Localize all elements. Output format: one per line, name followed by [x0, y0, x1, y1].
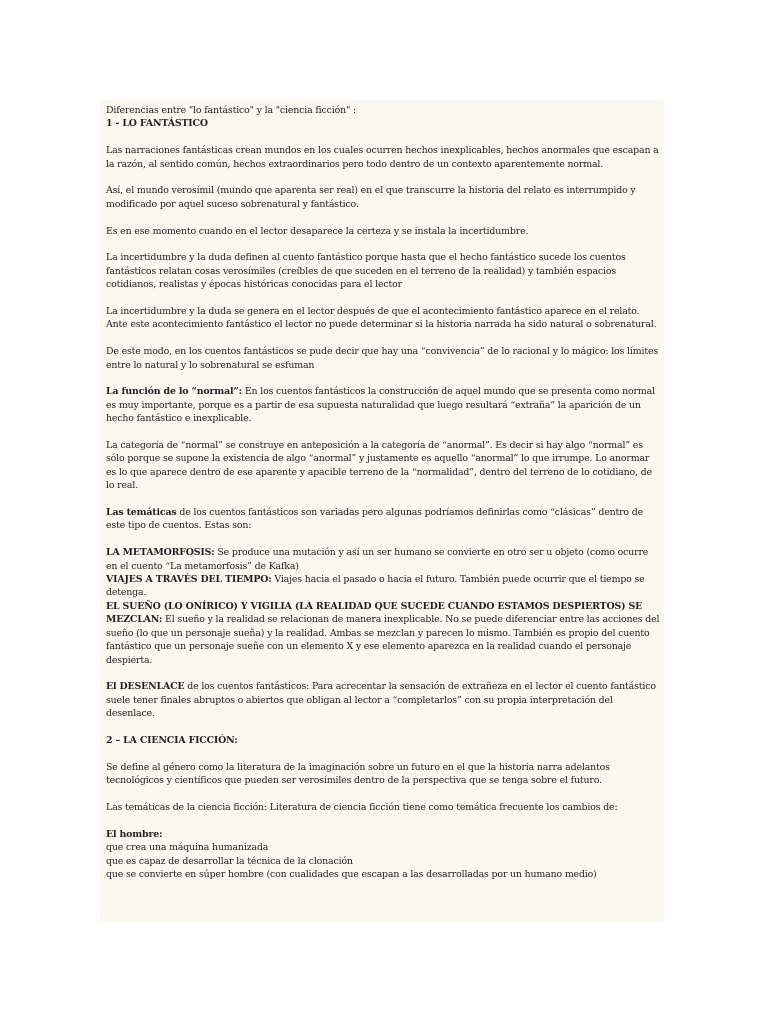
desenlace-text: de los cuentos fantásticos: Para acrecentar la sensación de extrañeza en el lector el cuento fantástico suele tener finales abruptos o abiertos que obligan al lector a “completarlos” con su propia interpretación del desenlace. — [106, 681, 656, 720]
paragraph-6: De este modo, en los cuentos fantásticos se pude decir que hay una “convivencia” de lo racional y lo mágico: los límites entre lo natural y lo sobrenatural se esfuman — [106, 346, 659, 371]
document-body — [106, 104, 661, 895]
paragraph-funcion-normal — [106, 385, 661, 425]
sueno-label: EL SUEÑO (LO ONÍRICO) Y VIGILIA (LA REALIDAD QUE SUCEDE CUANDO ESTAMOS DESPIERTOS) SE MEZCLAN: — [106, 600, 643, 626]
tematicas-text: de los cuentos fantásticos son variadas pero algunas podríamos definirlas como “clásicas” dentro de este tipo de cuentos. Estas son: — [106, 507, 644, 532]
hombre-item: que crea una máquina humanizada — [106, 842, 269, 854]
viajes-text: Viajes hacia el pasado o hacia el futuro. También puede ocurrir que el tiempo se detenga. — [106, 574, 645, 599]
section-title-fantastico: 1 - LO FANTÁSTICO — [106, 118, 208, 130]
tematica-metamorfosis — [106, 546, 661, 573]
paragraph-tematicas — [106, 506, 661, 533]
header-line: Diferencias entre "lo fantástico" y la "ciencia ficción" : — [106, 105, 356, 116]
hombre-title: El hombre: — [106, 828, 163, 840]
paragraph-5: La incertidumbre y la duda se genera en el lector después de que el acontecimiento fantástico aparece en el relato. Ante este acontecimiento fantástico el lector no puede determinar si la historia narrada ha sido natural o sobrenatural. — [106, 306, 657, 331]
paragraph-8: La categoría de “normal” se construye en anteposición a la categoría de “anormal”. Es decir si hay algo “normal” es sólo porque se supone la existencia de algo “anormal” y justamente es aquello “anormal” lo que irrumpe. Lo anormar es lo que aparece dentro de ese aparente y apacible terreno de la “normalidad”, dentro del terreno de lo cotidiano, de lo real. — [106, 440, 652, 492]
funcion-normal-text: En los cuentos fantásticos la construcción de aquel mundo que se presenta como normal es muy importante, porque es a partir de esa supuesta naturalidad que luego resultará “extraña” la aparición de un hecho fantástico e inexplicable. — [106, 386, 655, 425]
tematica-viajes — [106, 573, 661, 600]
document-heading — [106, 104, 661, 131]
document-page — [100, 100, 664, 922]
sueno-text: El sueño y la realidad se relacionan de manera inexplicable. No se puede diferenciar entre las acciones del sueño (lo que un personaje sueña) y la realidad. Ambas se mezclan y parecen lo mismo. También es propio del cuento fantástico que un personaje sueñe con un elemento X y ese elemento aparezca en la realidad cuando el personaje despierta. — [106, 614, 660, 666]
funcion-normal-label: La función de lo “normal”: — [106, 386, 242, 398]
hombre-item: que se convierte en súper hombre (con cualidades que escapan a las desarrolladas por un humano medio) — [106, 868, 597, 880]
paragraph-1: Las narraciones fantásticas crean mundos en los cuales ocurren hechos inexplicables, hechos anormales que escapan a la razón, al sentido común, hechos extraordinarios pero todo dentro de un contexto aparentemente normal. — [106, 145, 659, 170]
paragraph-11: Se define al género como la literatura de la imaginación sobre un futuro en el que la historia narra adelantos tecnológicos y científicos que pueden ser verosímiles dentro de la perspectiva que se tenga sobre el futuro. — [106, 761, 610, 787]
desenlace-label: El DESENLACE — [106, 681, 185, 693]
paragraph-3: Es en ese momento cuando en el lector desaparece la certeza y se instala la incertidumbre. — [106, 225, 529, 237]
paragraph-2: Así, el mundo verosímil (mundo que aparenta ser real) en el que transcurre la historia del relato es interrumpido y modificado por aquel suceso sobrenatural y fantástico. — [106, 185, 636, 210]
hombre-block — [106, 828, 661, 882]
tematicas-label: Las temáticas — [106, 507, 177, 519]
paragraph-desenlace — [106, 680, 661, 720]
metamorfosis-text: Se produce una mutación y así un ser humano se convierte en otro ser u objeto (como ocurre en el cuento “La metamorfosis” de Kafka) — [106, 547, 649, 572]
hombre-item: que es capaz de desarrollar la técnica de la clonación — [106, 855, 353, 867]
paragraph-12: Las temáticas de la ciencia ficción: Literatura de ciencia ficción tiene como temática frecuente los cambios de: — [106, 801, 618, 813]
paragraph-4: La incertidumbre y la duda definen al cuento fantástico porque hasta que el hecho fantástico sucede los cuentos fantásticos relatan cosas verosímiles (creíbles de que suceden en el terreno de la realidad) y también espacios cotidianos, realistas y épocas históricas conocidas para el lector — [106, 252, 626, 291]
viajes-label: VIAJES A TRAVÉS DEL TIEMPO: — [106, 574, 272, 586]
metamorfosis-label: LA METAMORFOSIS: — [106, 547, 215, 559]
section-title-ciencia-ficcion-text: 2 – LA CIENCIA FICCIÓN: — [106, 734, 238, 746]
tematicas-list — [106, 546, 661, 667]
tematica-sueno — [106, 600, 661, 667]
section-title-ciencia-ficcion — [106, 734, 661, 747]
